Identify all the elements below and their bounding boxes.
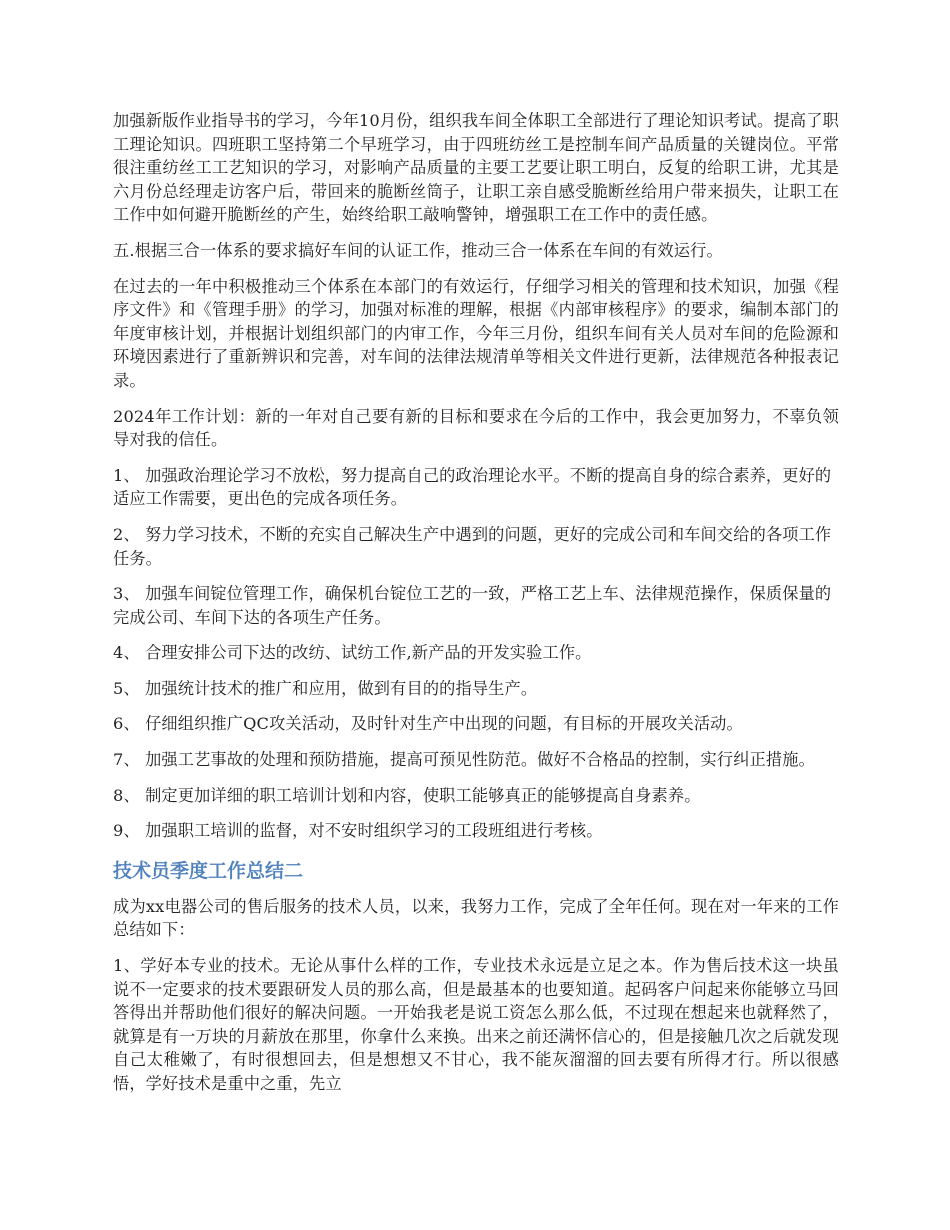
plan-item-8: 8、 制定更加详细的职工培训计划和内容，使职工能够真正的能够提高自身素养。: [113, 785, 701, 805]
paragraph-section-five-title: 五.根据三合一体系的要求搞好车间的认证工作，推动三合一体系在车间的有效运行。: [113, 240, 723, 260]
plan-item-9: 9、 加强职工培训的监督，对不安时组织学习的工段班组进行考核。: [113, 821, 603, 841]
section-two-paragraph-1: 1、学好本专业的技术。无论从事什么样的工作，专业技术永远是立足之本。作为售后技术这一块虽说不一定要求的技术要跟研发人员的那么高，但是最基本的也要知道。起码客户问起来你能够立马回答得出并帮助他们很好的解决问题。一开始我老是说工资怎么那么低，不过现在想起来也就释然了，就算是有一万块的月薪放在那里，你拿什么来换。出来之前还满怀信心的，但是接触几次之后就发现自己太稚嫩了，有时很想回去，但是想想又不甘心，我不能灰溜溜的回去要有所得才行。所以很感悟，学好技术是重中之重，先立: [113, 956, 839, 1093]
plan-item-3: 3、 加强车间锭位管理工作，确保机台锭位工艺的一致，严格工艺上车、法律规范操作，保质保量的完成公司、车间下达的各项生产任务。: [113, 584, 832, 627]
plan-item-6: 6、 仔细组织推广QC攻关活动，及时针对生产中出现的问题，有目标的开展攻关活动。: [113, 714, 743, 734]
paragraph-system-operation: 在过去的一年中积极推动三个体系在本部门的有效运行，仔细学习相关的管理和技术知识，加强《程序文件》和《管理手册》的学习，加强对标准的理解，根据《内部审核程序》的要求，编制本部门的年度审核计划，并根据计划组织部门的内审工作，今年三月份，组织车间有关人员对车间的危险源和环境因素进行了重新辨识和完善，对车间的法律法规清单等相关文件进行更新，法律规范各种报表记录。: [113, 276, 839, 390]
paragraph-study: 加强新版作业指导书的学习，今年10月份，组织我车间全体职工全部进行了理论知识考试。提高了职工理论知识。四班职工坚持第二个早班学习，由于四班纺丝工是控制车间产品质量的关键岗位。平常很注重纺丝工工艺知识的学习，对影响产品质量的主要工艺要让职工明白，反复的给职工讲，尤其是六月份总经理走访客户后，带回来的脆断丝筒子，让职工亲自感受脆断丝给用户带来损失，让职工在工作中如何避开脆断丝的产生，始终给职工敲响警钟，增强职工在工作中的责任感。: [113, 111, 839, 225]
paragraph-work-plan-intro: 2024年工作计划：新的一年对自己要有新的目标和要求在今后的工作中，我会更加努力，不辜负领导对我的信任。: [113, 406, 839, 450]
section-two-heading: 技术员季度工作总结二: [113, 859, 304, 882]
plan-item-7: 7、 加强工艺事故的处理和预防措施，提高可预见性防范。做好不合格品的控制，实行纠正措施。: [113, 750, 815, 770]
plan-item-4: 4、 合理安排公司下达的改纺、试纺工作,新产品的开发实验工作。: [113, 643, 592, 663]
section-two-intro: 成为xx电器公司的售后服务的技术人员，以来，我努力工作，完成了全年任何。现在对一年来的工作总结如下：: [113, 896, 839, 940]
plan-item-1: 1、 加强政治理论学习不放松，努力提高自己的政治理论水平。不断的提高自身的综合素养，更好的适应工作需要，更出色的完成各项任务。: [113, 465, 832, 509]
plan-item-2: 2、 努力学习技术，不断的充实自己解决生产中遇到的问题，更好的完成公司和车间交给的各项工作任务。: [113, 524, 832, 568]
document-page: [113, 109, 839, 1108]
plan-item-5: 5、 加强统计技术的推广和应用，做到有目的的指导生产。: [113, 678, 538, 698]
